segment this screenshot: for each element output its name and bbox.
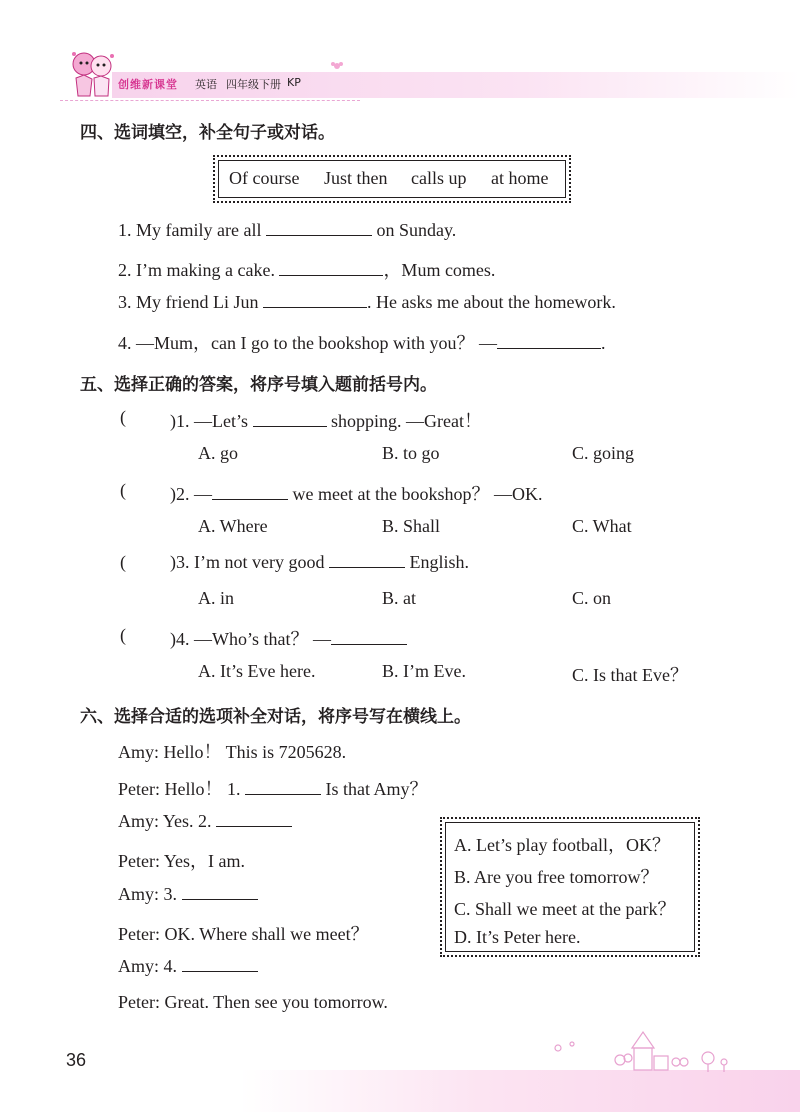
option[interactable]: A. go bbox=[198, 443, 238, 463]
word-bank-item: at home bbox=[491, 168, 549, 188]
question-4: )4. —Who’s that？ — bbox=[170, 625, 407, 651]
option[interactable]: B. at bbox=[382, 588, 416, 608]
question-3: )3. I’m not very good English. bbox=[170, 552, 469, 572]
answer-blank[interactable] bbox=[331, 643, 407, 645]
word-bank-item: calls up bbox=[411, 168, 467, 188]
dialogue-option: B. Are you free tomorrow？ bbox=[454, 867, 659, 887]
page-number: 36 bbox=[66, 1050, 87, 1070]
section-4-title: 四、选词填空，补全句子或对话。 bbox=[80, 123, 335, 143]
word-bank-item: Of course bbox=[229, 168, 300, 188]
footer-band bbox=[0, 1070, 800, 1112]
option[interactable]: C. Is that Eve？ bbox=[572, 665, 688, 685]
dialogue-line: Amy: Yes. 2. bbox=[118, 811, 292, 832]
answer-blank[interactable] bbox=[182, 898, 258, 900]
answer-blank[interactable] bbox=[182, 970, 258, 972]
answer-blank[interactable] bbox=[497, 347, 601, 349]
flower-decoration-icon bbox=[330, 60, 344, 72]
header-term: 下册 bbox=[259, 78, 281, 91]
option[interactable]: A. in bbox=[198, 588, 234, 608]
dialogue-line: Amy: 4. bbox=[118, 956, 258, 977]
option[interactable]: A. It’s Eve here. bbox=[198, 661, 316, 681]
answer-paren[interactable]: ( bbox=[120, 480, 126, 500]
section-6-title: 六、选择合适的选项补全对话，将序号写在横线上。 bbox=[80, 707, 471, 727]
header-subject: 英语 bbox=[195, 78, 217, 91]
option[interactable]: B. I’m Eve. bbox=[382, 661, 466, 681]
option[interactable]: A. Where bbox=[198, 516, 268, 536]
answer-paren[interactable]: ( bbox=[120, 625, 126, 645]
fill-item-1: 1. My family are all on Sunday. bbox=[118, 220, 457, 240]
option[interactable]: C. on bbox=[572, 588, 612, 608]
header-brand: 创维新课堂 bbox=[118, 78, 178, 91]
option[interactable]: B. Shall bbox=[382, 516, 441, 536]
section-5-title: 五、选择正确的答案，将序号填入题前括号内。 bbox=[80, 375, 437, 395]
dialogue-line: Peter: Yes，I am. bbox=[118, 851, 245, 871]
answer-blank[interactable] bbox=[263, 306, 367, 308]
option[interactable]: C. going bbox=[572, 443, 635, 463]
dialogue-line: Peter: OK. Where shall we meet？ bbox=[118, 924, 369, 944]
dialogue-line: Peter: Great. Then see you tomorrow. bbox=[118, 992, 388, 1012]
header-edition: KP bbox=[287, 76, 301, 89]
dialogue-line: Amy: Hello！ This is 7205628. bbox=[118, 742, 347, 762]
dialogue-line: Peter: Hello！ 1. Is that Amy？ bbox=[118, 779, 428, 799]
question-1: )1. —Let’s shopping. —Great！ bbox=[170, 411, 482, 431]
dialogue-option: C. Shall we meet at the park？ bbox=[454, 899, 676, 919]
word-bank-item: Just then bbox=[324, 168, 388, 188]
answer-blank[interactable] bbox=[266, 234, 372, 236]
fill-item-2: 2. I’m making a cake. ，Mum comes. bbox=[118, 260, 496, 280]
mascot-illustration-icon bbox=[68, 48, 116, 100]
answer-blank[interactable] bbox=[245, 793, 321, 795]
fill-item-3: 3. My friend Li Jun . He asks me about the homework. bbox=[118, 292, 616, 312]
answer-blank[interactable] bbox=[212, 498, 288, 500]
header-divider bbox=[60, 100, 360, 101]
dialogue-option: A. Let’s play football，OK？ bbox=[454, 835, 670, 855]
question-2: )2. — we meet at the bookshop？ —OK. bbox=[170, 484, 543, 504]
answer-blank[interactable] bbox=[279, 274, 383, 276]
answer-blank[interactable] bbox=[329, 566, 405, 568]
castle-decoration-icon bbox=[548, 1028, 748, 1072]
option[interactable]: C. What bbox=[572, 516, 632, 536]
dialogue-line: Amy: 3. bbox=[118, 884, 258, 905]
answer-blank[interactable] bbox=[253, 425, 327, 427]
answer-paren[interactable]: ( bbox=[120, 407, 126, 427]
answer-blank[interactable] bbox=[216, 825, 292, 827]
dialogue-option: D. It’s Peter here. bbox=[454, 927, 581, 947]
option[interactable]: B. to go bbox=[382, 443, 440, 463]
fill-item-4: 4. —Mum，can I go to the bookshop with you？ — . bbox=[118, 333, 606, 353]
answer-paren[interactable]: ( bbox=[120, 552, 126, 572]
header-grade: 四年级 bbox=[226, 78, 259, 91]
